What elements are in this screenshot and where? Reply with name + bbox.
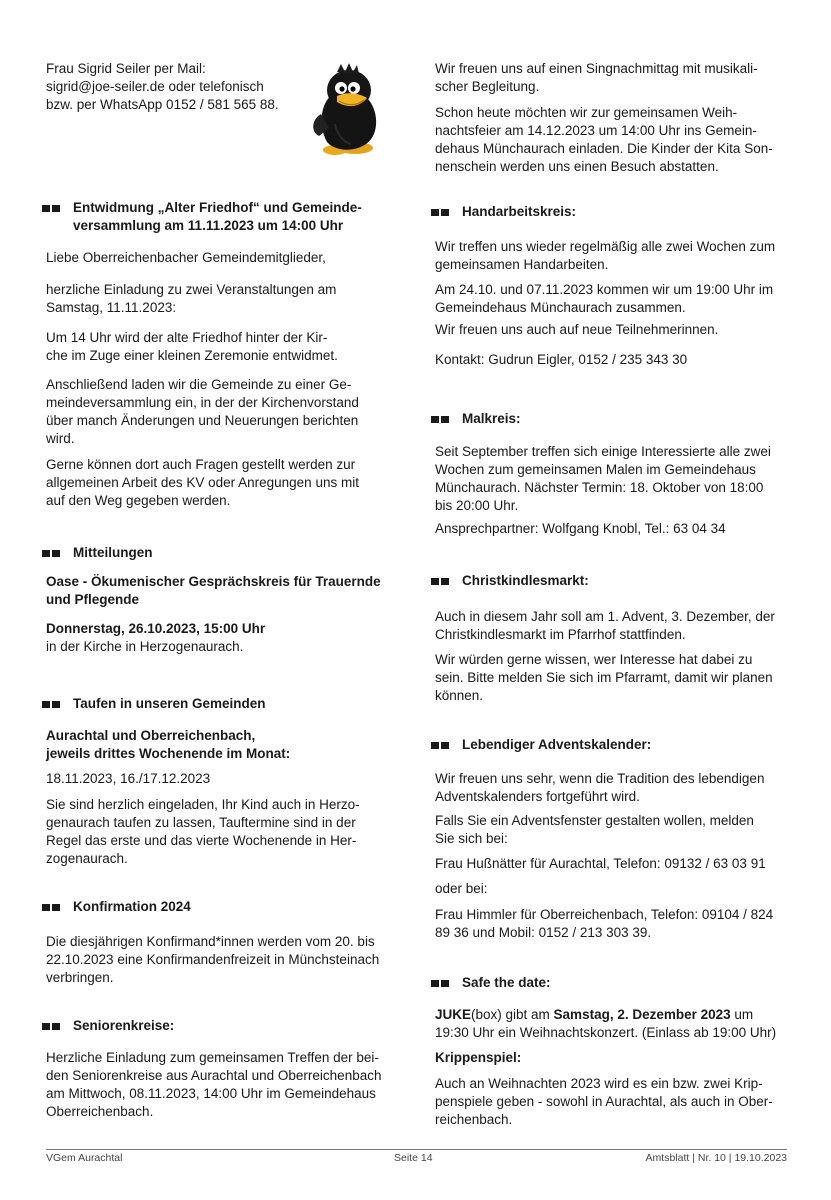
paragraph: Falls Sie ein Adventsfenster gestalten wollen, melden Sie sich bei:	[435, 813, 754, 846]
paragraph: Schon heute möchten wir zur gemeinsamen Weih- nachtsfeier am 14.12.2023 um 14:00 Uhr ins Gemein- dehaus Münchaurach einladen. Die Kinder der Kita Son- nenschein werden uns einen Besuch abstatten.	[435, 105, 773, 174]
paragraph: JUKE(box) gibt am Samstag, 2. Dezember 2023 um 19:30 Uhr ein Weihnachtskonzert. (Einlass ab 19:00 Uhr)	[435, 1007, 777, 1040]
heading-marker-icon	[431, 209, 450, 216]
taufen-title: Aurachtal und Oberreichenbach, jeweils drittes Wochenende im Monat:	[46, 728, 291, 761]
event-title: Oase - Ökumenischer Gesprächskreis für Trauernde und Pflegende	[46, 574, 381, 607]
section-heading-senioren: Seniorenkreise:	[42, 1017, 402, 1035]
event-date-place: Donnerstag, 26.10.2023, 15:00 Uhr in der Kirche in Herzogenaurach.	[46, 621, 266, 654]
paragraph: Am 24.10. und 07.11.2023 kommen wir um 19:00 Uhr im Gemeindehaus Münchaurach zusammen.	[435, 282, 774, 315]
footer-publisher: VGem Aurachtal	[46, 1152, 123, 1164]
paragraph: Wir freuen uns sehr, wenn die Tradition des lebendigen Adventskalenders fortgeführt wird.	[435, 771, 765, 804]
section-heading-konfirmation: Konfirmation 2024	[42, 898, 402, 916]
contact-line: Kontakt: Gudrun Eigler, 0152 / 235 343 30	[435, 352, 688, 367]
heading-marker-icon	[431, 980, 450, 987]
paragraph: Auch in diesem Jahr soll am 1. Advent, 3. Dezember, der Christkindlesmarkt im Pfarrhof stattfinden.	[435, 609, 775, 642]
paragraph: Um 14 Uhr wird der alte Friedhof hinter der Kir- che im Zuge einer kleinen Zeremonie entwidmet.	[46, 330, 338, 363]
heading-marker-icon	[431, 742, 450, 749]
section-heading-safe: Safe the date:	[431, 974, 791, 992]
section-heading-mitteilungen: Mitteilungen	[42, 544, 402, 562]
taufen-dates: 18.11.2023, 16./17.12.2023	[46, 771, 211, 786]
contact-line: Frau Hußnätter für Aurachtal, Telefon: 09132 / 63 03 91	[435, 856, 766, 871]
heading-marker-icon	[42, 701, 61, 708]
section-heading-friedhof: Entwidmung „Alter Friedhof“ und Gemeinde- versammlung am 11.11.2023 um 14:00 Uhr	[42, 199, 402, 235]
paragraph: Herzliche Einladung zum gemeinsamen Treffen der bei- den Seniorenkreise aus Aurachtal und Oberreichenbach am Mittwoch, 08.11.2023, 14:00 Uhr im Gemeindehaus Oberreichenbach.	[46, 1050, 382, 1119]
contact-line: Ansprechpartner: Wolfgang Knobl, Tel.: 63 04 34	[435, 521, 726, 536]
paragraph: Wir würden gerne wissen, wer Interesse hat dabei zu sein. Bitte melden Sie sich im Pfarramt, damit wir planen können.	[435, 652, 773, 703]
paragraph: Wir freuen uns auf einen Singnachmittag mit musikali- scher Begleitung.	[435, 61, 758, 94]
contact-line: Frau Himmler für Oberreichenbach, Telefon: 09104 / 824 89 36 und Mobil: 0152 / 213 303 39.	[435, 907, 774, 940]
paragraph: Die diesjährigen Konfirmand*innen werden vom 20. bis 22.10.2023 eine Konfirmandenfreizeit in Münchsteinach verbringen.	[46, 934, 380, 985]
heading-marker-icon	[42, 550, 61, 557]
paragraph: Sie sind herzlich eingeladen, Ihr Kind auch in Herzo- genaurach taufen zu lassen, Tauftermine sind in der Regel das erste und das vierte Wochenende in Her- zogenaurach.	[46, 797, 360, 866]
heading-marker-icon	[42, 904, 61, 911]
paragraph: Liebe Oberreichenbacher Gemeindemitglieder,	[46, 250, 326, 265]
raven-mascot-image	[307, 62, 387, 162]
section-heading-malkreis: Malkreis:	[431, 410, 791, 428]
paragraph: Seit September treffen sich einige Interessierte alle zwei Wochen zum gemeinsamen Malen im Gemeindehaus Münchaurach. Nächster Termin: 18. Oktober von 18:00 bis 20:00 Uhr.	[435, 444, 771, 513]
paragraph: Gerne können dort auch Fragen gestellt werden zur allgemeinen Arbeit des KV oder Anregungen uns mit auf den Weg gegeben werden.	[46, 457, 359, 508]
paragraph: Wir treffen uns wieder regelmäßig alle zwei Wochen zum gemeinsamen Handarbeiten.	[435, 239, 776, 272]
footer-divider	[46, 1149, 787, 1150]
footer-page-number: Seite 14	[394, 1152, 433, 1164]
paragraph: Wir freuen uns auch auf neue Teilnehmerinnen.	[435, 322, 719, 337]
heading-marker-icon	[431, 416, 450, 423]
section-heading-advent: Lebendiger Adventskalender:	[431, 736, 791, 754]
contact-info: Frau Sigrid Seiler per Mail: sigrid@joe-seiler.de oder telefonisch bzw. per WhatsApp 0152 / 581 565 88.	[46, 61, 279, 112]
sub-heading: Krippenspiel:	[435, 1050, 522, 1065]
section-heading-taufen: Taufen in unseren Gemeinden	[42, 695, 402, 713]
paragraph: herzliche Einladung zu zwei Veranstaltungen am Samstag, 11.11.2023:	[46, 282, 337, 315]
section-heading-handarbeit: Handarbeitskreis:	[431, 203, 791, 221]
heading-marker-icon	[42, 1023, 61, 1030]
footer-issue: Amtsblatt | Nr. 10 | 19.10.2023	[645, 1152, 787, 1164]
paragraph: Auch an Weihnachten 2023 wird es ein bzw. zwei Krip- penspiele geben - sowohl in Aurachtal, als auch in Ober- reichenbach.	[435, 1076, 773, 1127]
paragraph: oder bei:	[435, 881, 488, 896]
paragraph: Anschließend laden wir die Gemeinde zu einer Ge- meindeversammlung ein, in der der Kirchenvorstand über manch Änderungen und Neuerungen berichten wird.	[46, 377, 359, 446]
heading-marker-icon	[431, 578, 450, 585]
heading-marker-icon	[42, 205, 61, 212]
section-heading-markt: Christkindlesmarkt:	[431, 572, 791, 590]
